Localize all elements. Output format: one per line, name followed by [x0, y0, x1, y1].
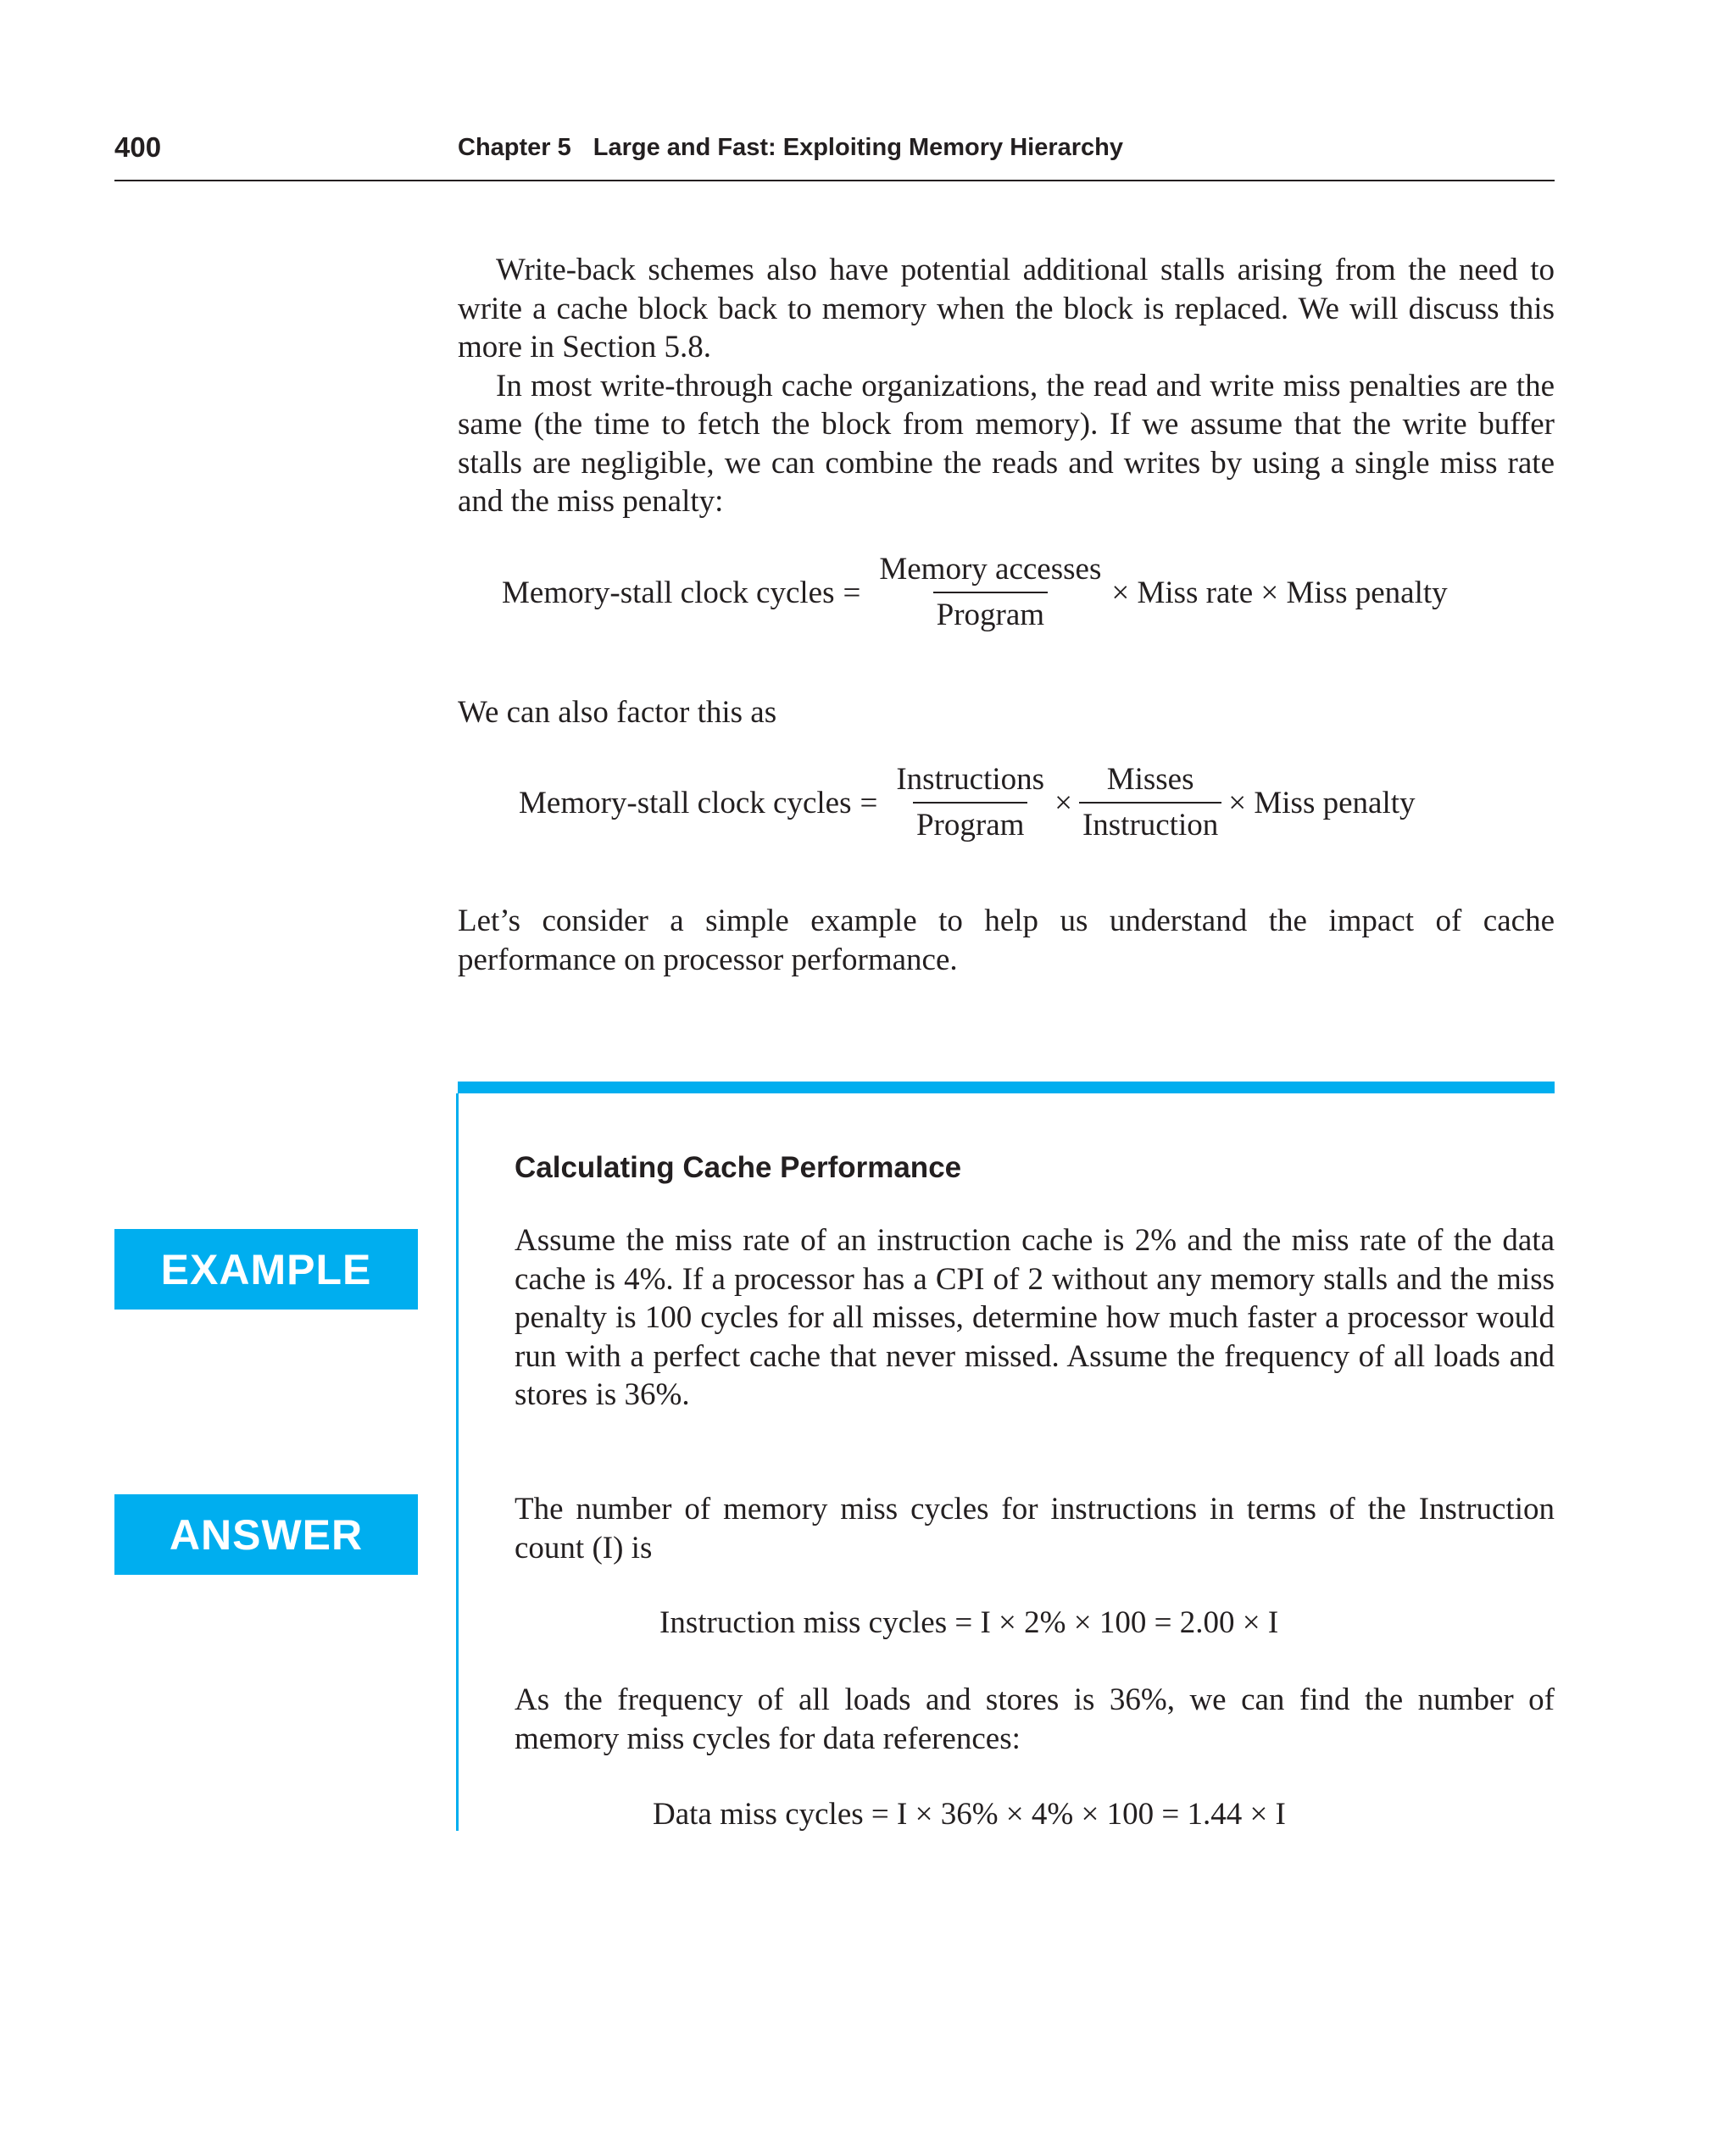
example-label: EXAMPLE	[114, 1229, 418, 1310]
equation-memory-stall-factored	[519, 763, 1416, 842]
chapter-title: Large and Fast: Exploiting Memory Hierarchy	[593, 134, 1124, 161]
eq2-equals: =	[860, 785, 878, 820]
answer-text-1: The number of memory miss cycles for instructions in terms of the Instruction count (I) is	[515, 1492, 1555, 1565]
eq2-fraction-2	[1079, 763, 1221, 842]
eq2-rest: × Miss penalty	[1228, 785, 1416, 820]
page-number: 400	[114, 131, 162, 163]
header-rule	[114, 180, 1555, 181]
eq1-fraction	[876, 553, 1104, 632]
equation-memory-stall	[502, 553, 1448, 632]
answer-equation-instruction: Instruction miss cycles = I × 2% × 100 = 2.00 × I	[659, 1605, 1279, 1640]
eq2-numerator-2: Misses	[1106, 762, 1194, 797]
example-side-rule	[456, 1093, 459, 1831]
paragraph-example-intro: Let’s consider a simple example to help us understand the impact of cache performance on processor performance.	[458, 904, 1555, 977]
eq1-lhs: Memory-stall clock cycles	[502, 575, 835, 610]
chapter-label: Chapter 5	[458, 134, 571, 161]
eq1-equals: =	[843, 575, 861, 610]
example-text: Assume the miss rate of an instruction cache is 2% and the miss rate of the data cache is 4%. If a processor has a CPI of 2 without any memory stalls and the miss penalty is 100 cycles for all misses, determine how much faster a processor would run with a perfect cache that never missed. Assume the frequency of all loads and stores is 36%.	[515, 1223, 1555, 1412]
paragraph-factor: We can also factor this as	[458, 695, 777, 730]
answer-text-2: As the frequency of all loads and stores is 36%, we can find the number of memory miss cycles for data references:	[515, 1682, 1555, 1756]
eq1-numerator: Memory accesses	[879, 552, 1102, 587]
answer-label: ANSWER	[114, 1494, 418, 1575]
example-top-bar	[458, 1082, 1555, 1093]
example-text-block	[515, 1221, 1555, 1415]
answer-text-block-2	[515, 1681, 1555, 1758]
paragraph-write-back: Write-back schemes also have potential additional stalls arising from the need to write a cache block back to memory when the block is replaced. We will discuss this more in Section 5.8.	[458, 253, 1555, 364]
eq2-fraction-1	[893, 763, 1048, 842]
body-paragraphs	[458, 251, 1555, 521]
eq2-times: ×	[1054, 785, 1072, 820]
eq2-numerator-1: Instructions	[896, 762, 1045, 797]
answer-equation-data: Data miss cycles = I × 36% × 4% × 100 = 1.44 × I	[653, 1797, 1286, 1832]
eq2-denominator-2: Instruction	[1079, 802, 1221, 842]
eq1-rest: × Miss rate × Miss penalty	[1111, 575, 1448, 610]
eq1-denominator: Program	[933, 592, 1048, 632]
example-title: Calculating Cache Performance	[515, 1151, 962, 1184]
eq2-lhs: Memory-stall clock cycles	[519, 785, 852, 820]
paragraph-consider	[458, 902, 1555, 979]
answer-text-block	[515, 1490, 1555, 1567]
paragraph-write-through: In most write-through cache organizations, the read and write miss penalties are the same (the time to fetch the block from memory). If we assume that the write buffer stalls are negligible, we can combine the reads and writes by using a single miss rate and the miss penalty:	[458, 368, 1555, 519]
running-head	[458, 134, 1123, 162]
eq2-denominator-1: Program	[913, 802, 1027, 842]
